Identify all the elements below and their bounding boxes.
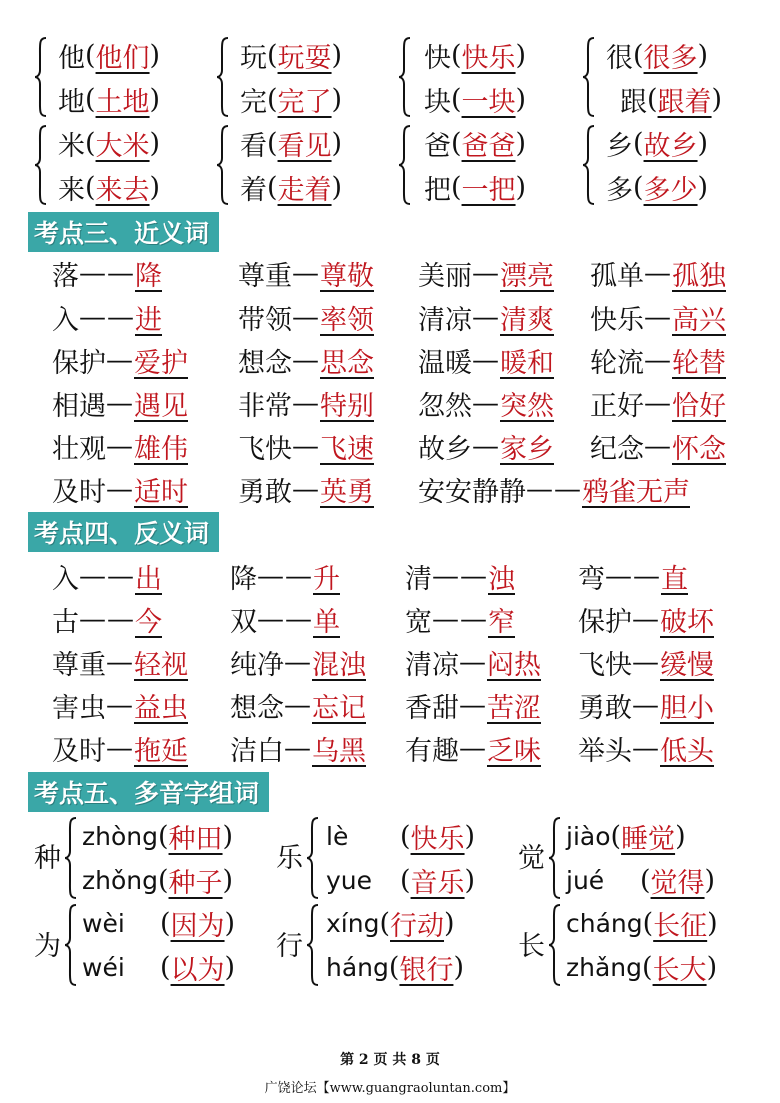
polyphone-char: 乐 xyxy=(276,843,303,874)
left-brace-icon xyxy=(306,816,320,900)
term: 想念 xyxy=(230,692,284,724)
dash: — xyxy=(459,732,487,764)
pinyin: zhǎng xyxy=(566,952,643,982)
term: 清凉 xyxy=(405,649,459,681)
answer-word: 爱护 xyxy=(134,347,188,379)
answer-word: 尊敬 xyxy=(320,260,374,292)
pair-line: 米 ( 大米 ) 看 ( 看见 ) 爸 ( 爸爸 ) 乡 ( 故乡 ) xyxy=(0,121,780,165)
term: 及时 xyxy=(52,476,106,508)
dash: — xyxy=(459,646,487,678)
dash: —— xyxy=(257,603,313,635)
pinyin: háng xyxy=(326,952,389,982)
answer-word: 乏味 xyxy=(487,735,541,767)
word-row xyxy=(0,295,780,339)
answer-word: 家乡 xyxy=(500,433,554,465)
dash: —— xyxy=(79,560,135,592)
answer-word: 闷热 xyxy=(487,649,541,681)
term: 想念 xyxy=(238,347,292,379)
answer-word: 升 xyxy=(313,563,340,595)
answer-word: 苦涩 xyxy=(487,692,541,724)
term: 双 xyxy=(230,606,257,638)
dash: — xyxy=(292,473,320,505)
dash: —— xyxy=(526,473,582,505)
dash: — xyxy=(644,387,672,419)
site-footer: 广饶论坛【www.guangraoluntan.com】 xyxy=(264,1081,516,1096)
answer-word: 今 xyxy=(135,606,162,638)
term: 勇敢 xyxy=(578,692,632,724)
dash: — xyxy=(644,430,672,462)
pair-char: 块 xyxy=(424,86,451,118)
answer-word: 高兴 xyxy=(672,304,726,336)
dash: — xyxy=(632,603,660,635)
term: 安安静静 xyxy=(418,476,526,508)
dash: — xyxy=(632,646,660,678)
answer-word: 思念 xyxy=(320,347,374,379)
term: 带领 xyxy=(238,304,292,336)
pair-char: 米 xyxy=(58,130,85,162)
answer-word: 土地 xyxy=(95,86,150,118)
pair-char: 完 xyxy=(240,86,267,118)
answer-word: 飞速 xyxy=(320,433,374,465)
dash: —— xyxy=(432,603,488,635)
polyphone-char: 种 xyxy=(34,843,61,874)
term: 害虫 xyxy=(52,692,106,724)
section-header-antonyms xyxy=(28,512,219,552)
term: 入 xyxy=(52,563,79,595)
answer-word: 他们 xyxy=(95,42,150,74)
answer-word: 突然 xyxy=(500,390,554,422)
pair-char: 看 xyxy=(240,130,267,162)
pinyin: wèi xyxy=(82,908,125,938)
answer-word: 暖和 xyxy=(500,347,554,379)
term: 轮流 xyxy=(590,347,644,379)
dash: — xyxy=(472,387,500,419)
polyphone-line: wéi ( 以为 ) háng ( 银行 ) zhǎng ( 长大 ) xyxy=(0,945,780,989)
answer-word: 来去 xyxy=(95,174,150,206)
answer-word: 快乐 xyxy=(410,823,465,855)
answer-word: 觉得 xyxy=(650,867,705,899)
term: 相遇 xyxy=(52,390,106,422)
pair-char: 爸 xyxy=(424,130,451,162)
term: 清 xyxy=(405,563,432,595)
dash: — xyxy=(472,344,500,376)
term: 保护 xyxy=(52,347,106,379)
dash: —— xyxy=(79,301,135,333)
term: 飞快 xyxy=(578,649,632,681)
polyphone-char: 为 xyxy=(34,931,61,962)
term: 温暖 xyxy=(418,347,472,379)
pinyin: zhǒng xyxy=(82,865,158,895)
answer-word: 一块 xyxy=(461,86,516,118)
answer-word: 缓慢 xyxy=(660,649,714,681)
dash: — xyxy=(292,344,320,376)
answer-word: 混浊 xyxy=(312,649,366,681)
polyphone-char: 觉 xyxy=(518,843,545,874)
answer-word: 浊 xyxy=(488,563,515,595)
answer-word: 清爽 xyxy=(500,304,554,336)
word-row xyxy=(0,251,780,295)
answer-word: 很多 xyxy=(643,42,698,74)
term: 非常 xyxy=(238,390,292,422)
dash: — xyxy=(459,689,487,721)
answer-word: 单 xyxy=(313,606,340,638)
term: 壮观 xyxy=(52,433,106,465)
word-row xyxy=(0,640,780,684)
answer-word: 长大 xyxy=(652,954,707,986)
dash: — xyxy=(106,344,134,376)
dash: — xyxy=(284,689,312,721)
pair-char: 快 xyxy=(424,42,451,74)
answer-word: 益虫 xyxy=(134,692,188,724)
section-header-synonyms xyxy=(28,212,219,252)
pair-char: 跟 xyxy=(620,86,647,118)
pinyin: wéi xyxy=(82,952,125,982)
answer-word: 长征 xyxy=(653,910,708,942)
left-brace-icon xyxy=(398,36,412,118)
answer-word: 降 xyxy=(135,260,162,292)
term: 孤单 xyxy=(590,260,644,292)
pair-char: 玩 xyxy=(240,42,267,74)
answer-word: 故乡 xyxy=(643,130,698,162)
answer-word: 拖延 xyxy=(134,735,188,767)
term: 落 xyxy=(52,260,79,292)
answer-word: 轻视 xyxy=(134,649,188,681)
answer-word: 行动 xyxy=(390,910,445,942)
polyphone-char: 行 xyxy=(276,931,303,962)
pair-char: 地 xyxy=(58,86,85,118)
answer-word: 低头 xyxy=(660,735,714,767)
answer-word: 银行 xyxy=(399,954,454,986)
word-row xyxy=(0,467,780,511)
section-title: 考点四、反义词 xyxy=(34,519,210,548)
term: 尊重 xyxy=(52,649,106,681)
pinyin: jué xyxy=(566,865,605,895)
term: 入 xyxy=(52,304,79,336)
word-row xyxy=(0,424,780,468)
answer-word: 多少 xyxy=(643,174,698,206)
pair-char: 他 xyxy=(58,42,85,74)
word-row xyxy=(0,597,780,641)
pair-line: 他 ( 他们 ) 玩 ( 玩耍 ) 快 ( 快乐 ) 很 ( 很多 ) xyxy=(0,33,780,77)
pair-char: 乡 xyxy=(606,130,633,162)
dash: — xyxy=(106,689,134,721)
answer-word: 走着 xyxy=(277,174,332,206)
answer-word: 轮替 xyxy=(672,347,726,379)
dash: — xyxy=(644,257,672,289)
left-brace-icon xyxy=(548,816,562,900)
answer-word: 怀念 xyxy=(672,433,726,465)
section-title: 考点三、近义词 xyxy=(34,219,210,248)
term: 及时 xyxy=(52,735,106,767)
pair-char: 来 xyxy=(58,174,85,206)
pair-char: 着 xyxy=(240,174,267,206)
word-row xyxy=(0,683,780,727)
term: 宽 xyxy=(405,606,432,638)
word-row xyxy=(0,726,780,770)
left-brace-icon xyxy=(216,36,230,118)
page-number: 第 2 页 共 8 页 xyxy=(340,1052,440,1068)
dash: — xyxy=(472,301,500,333)
dash: —— xyxy=(79,603,135,635)
answer-word: 窄 xyxy=(488,606,515,638)
answer-word: 睡觉 xyxy=(621,823,676,855)
dash: — xyxy=(106,430,134,462)
answer-word: 跟着 xyxy=(657,86,712,118)
dash: — xyxy=(632,689,660,721)
term: 纯净 xyxy=(230,649,284,681)
term: 香甜 xyxy=(405,692,459,724)
word-row xyxy=(0,381,780,425)
dash: — xyxy=(284,732,312,764)
term: 勇敢 xyxy=(238,476,292,508)
dash: — xyxy=(644,301,672,333)
answer-word: 孤独 xyxy=(672,260,726,292)
answer-word: 出 xyxy=(135,563,162,595)
dash: —— xyxy=(605,560,661,592)
answer-word: 以为 xyxy=(170,954,225,986)
answer-word: 遇见 xyxy=(134,390,188,422)
dash: — xyxy=(292,387,320,419)
answer-word: 音乐 xyxy=(410,867,465,899)
pair-char: 多 xyxy=(606,174,633,206)
term: 降 xyxy=(230,563,257,595)
answer-word: 玩耍 xyxy=(277,42,332,74)
answer-word: 鸦雀无声 xyxy=(582,476,690,508)
pinyin: cháng xyxy=(566,908,643,938)
answer-word: 漂亮 xyxy=(500,260,554,292)
dash: — xyxy=(106,646,134,678)
dash: — xyxy=(106,473,134,505)
dash: —— xyxy=(79,257,135,289)
polyphone-line: zhòng ( 种田 ) lè ( 快乐 ) jiào ( 睡觉 ) xyxy=(0,814,780,858)
polyphone-char: 长 xyxy=(518,931,545,962)
answer-word: 看见 xyxy=(277,130,332,162)
term: 正好 xyxy=(590,390,644,422)
answer-word: 英勇 xyxy=(320,476,374,508)
answer-word: 雄伟 xyxy=(134,433,188,465)
answer-word: 快乐 xyxy=(461,42,516,74)
pair-char: 把 xyxy=(424,174,451,206)
dash: — xyxy=(106,732,134,764)
section-title: 考点五、多音字组词 xyxy=(34,779,260,808)
term: 清凉 xyxy=(418,304,472,336)
dash: — xyxy=(632,732,660,764)
answer-word: 种田 xyxy=(168,823,223,855)
word-row xyxy=(0,554,780,598)
dash: —— xyxy=(432,560,488,592)
polyphone-line: wèi ( 因为 ) xíng ( 行动 ) cháng ( 长征 ) xyxy=(0,901,780,945)
word-row xyxy=(0,338,780,382)
dash: —— xyxy=(257,560,313,592)
answer-word: 因为 xyxy=(170,910,225,942)
term: 洁白 xyxy=(230,735,284,767)
term: 有趣 xyxy=(405,735,459,767)
term: 飞快 xyxy=(238,433,292,465)
answer-word: 一把 xyxy=(461,174,516,206)
pinyin: xíng xyxy=(326,908,380,938)
answer-word: 胆小 xyxy=(660,692,714,724)
term: 故乡 xyxy=(418,433,472,465)
pinyin: jiào xyxy=(566,821,611,851)
answer-word: 乌黑 xyxy=(312,735,366,767)
left-brace-icon xyxy=(582,36,596,118)
term: 古 xyxy=(52,606,79,638)
answer-word: 率领 xyxy=(320,304,374,336)
answer-word: 直 xyxy=(661,563,688,595)
term: 纪念 xyxy=(590,433,644,465)
dash: — xyxy=(472,430,500,462)
term: 保护 xyxy=(578,606,632,638)
answer-word: 特别 xyxy=(320,390,374,422)
term: 忽然 xyxy=(418,390,472,422)
dash: — xyxy=(472,257,500,289)
dash: — xyxy=(292,430,320,462)
answer-word: 恰好 xyxy=(672,390,726,422)
polyphone-line: zhǒng ( 种子 ) yue ( 音乐 ) jué ( 觉得 ) xyxy=(0,858,780,902)
pinyin: lè xyxy=(326,821,349,851)
dash: — xyxy=(292,257,320,289)
pair-char: 很 xyxy=(606,42,633,74)
dash: — xyxy=(292,301,320,333)
answer-word: 爸爸 xyxy=(461,130,516,162)
section-header-polyphones xyxy=(28,772,269,812)
answer-word: 完了 xyxy=(277,86,332,118)
answer-word: 进 xyxy=(135,304,162,336)
term: 举头 xyxy=(578,735,632,767)
answer-word: 破坏 xyxy=(660,606,714,638)
dash: — xyxy=(644,344,672,376)
answer-word: 种子 xyxy=(168,867,223,899)
term: 美丽 xyxy=(418,260,472,292)
pinyin: zhòng xyxy=(82,821,158,851)
term: 快乐 xyxy=(590,304,644,336)
term: 弯 xyxy=(578,563,605,595)
dash: — xyxy=(106,387,134,419)
answer-word: 忘记 xyxy=(312,692,366,724)
answer-word: 大米 xyxy=(95,130,150,162)
pair-line: 地 ( 土地 ) 完 ( 完了 ) 块 ( 一块 ) 跟 ( 跟着 ) xyxy=(0,77,780,121)
dash: — xyxy=(284,646,312,678)
answer-word: 适时 xyxy=(134,476,188,508)
pinyin: yue xyxy=(326,865,373,895)
term: 尊重 xyxy=(238,260,292,292)
pair-line: 来 ( 来去 ) 着 ( 走着 ) 把 ( 一把 ) 多 ( 多少 ) xyxy=(0,165,780,209)
